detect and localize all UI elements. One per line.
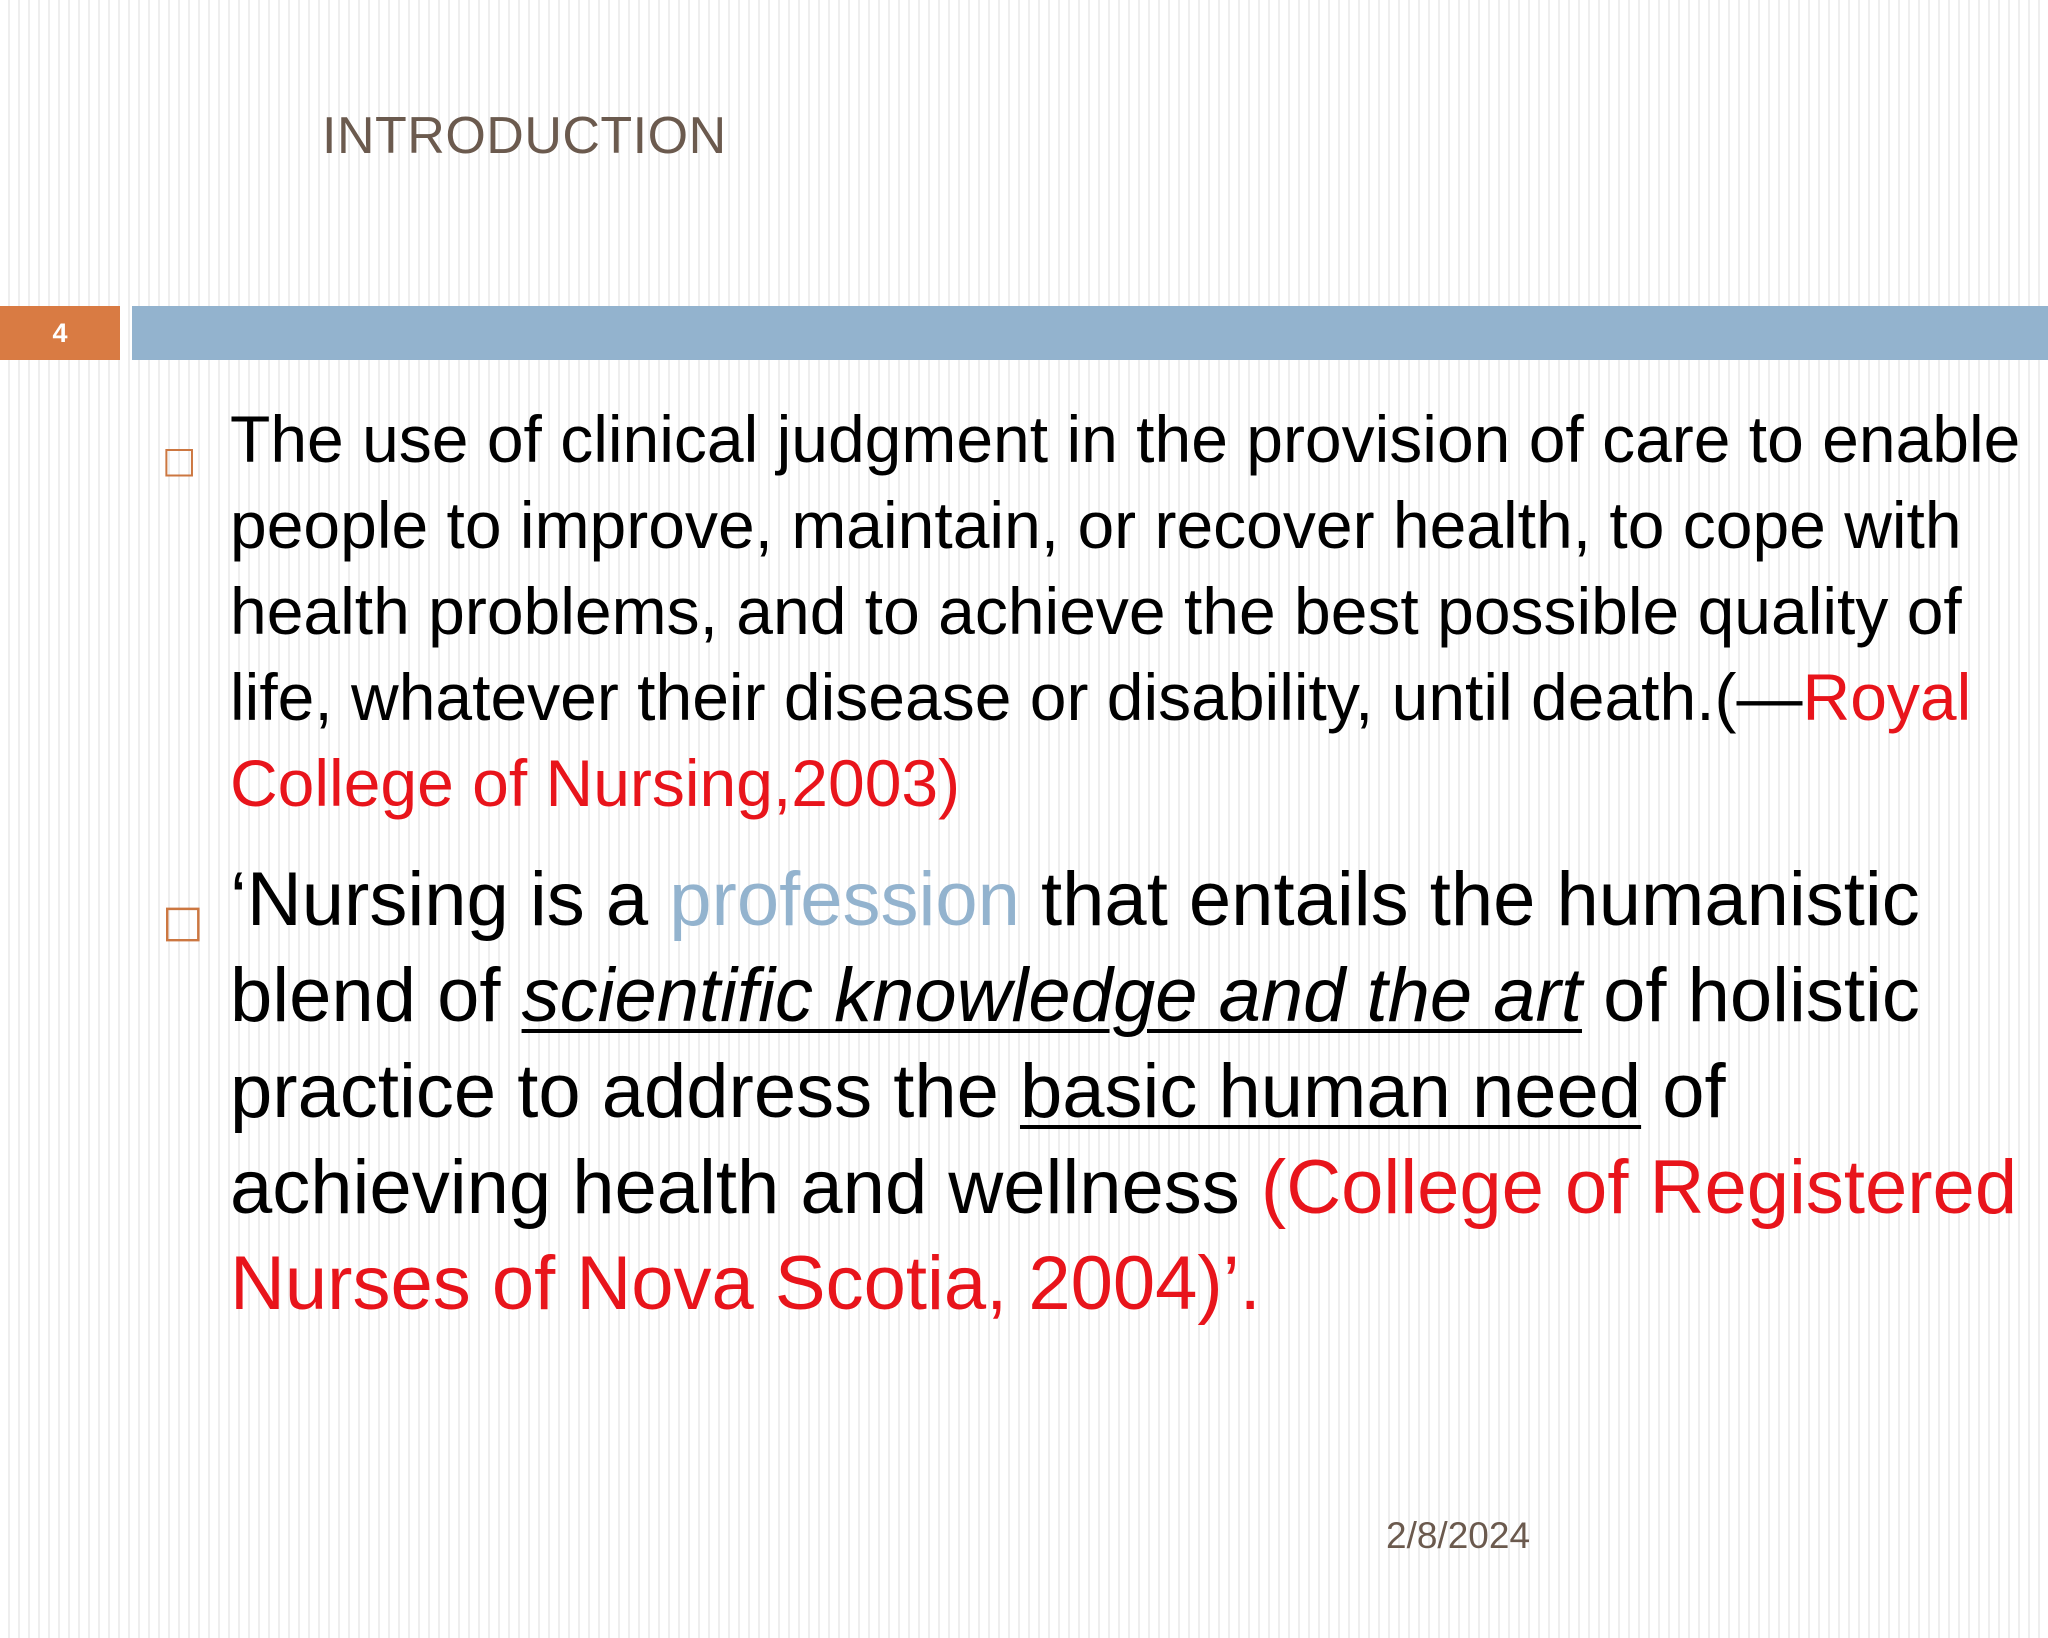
bullet-text: The use of clinical judgment in the provision of care to enable people to improve, maintain, or recover health, to cope with health problems, and to achieve the best possible quality of life, whatever their disease or disability, until death.(— [230, 402, 2021, 734]
page-number-badge: 4 [0, 306, 120, 360]
bullet-definition-crnns [162, 852, 2022, 1332]
bullet-text-part: that entails the humanistic blend of [230, 857, 1920, 1038]
bullet-text-part: ‘Nursing is a [230, 857, 670, 942]
slide-date: 2/8/2024 [1386, 1515, 1531, 1556]
slide-title: INTRODUCTION [322, 107, 727, 165]
hollow-square-bullet-icon: □ [162, 440, 197, 481]
keyword-profession: profession [669, 857, 1020, 942]
emphasis-scientific-knowledge: scientific knowledge and the art [521, 953, 1582, 1038]
bullet-text-part: of achieving health and wellness [230, 1049, 1726, 1230]
title-divider-bar [132, 306, 2048, 360]
citation-crnns: (College of Registered Nurses of Nova Scotia, 2004)’. [230, 1145, 2018, 1326]
emphasis-basic-human-need: basic human need [1019, 1049, 1642, 1134]
bullet-text-part: of holistic practice to address the [230, 953, 1920, 1134]
bullet-definition-rcn [162, 396, 2022, 826]
hollow-square-bullet-icon: □ [162, 896, 204, 947]
citation-rcn: Royal College of Nursing,2003) [230, 660, 1972, 820]
